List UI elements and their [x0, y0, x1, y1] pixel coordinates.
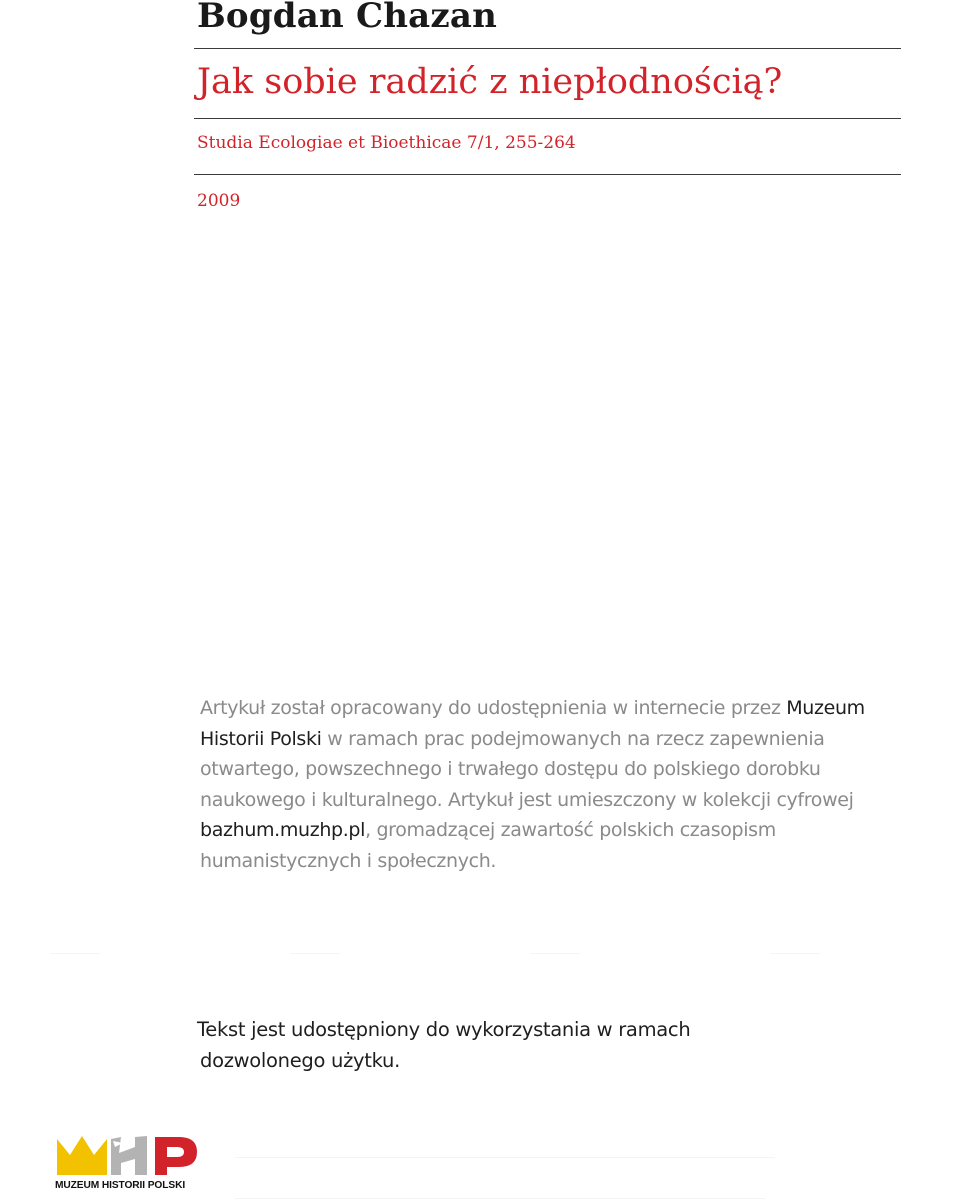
journal-citation: Studia Ecologiae et Bioethicae 7/1, 255-264 — [197, 133, 576, 153]
museum-logo-text: MUZEUM HISTORII POLSKI — [55, 1180, 186, 1191]
author-name: Bogdan Chazan — [197, 0, 498, 36]
scan-artifact — [290, 953, 340, 954]
institution-name: Muzeum Historii Polski — [200, 697, 865, 750]
license-line-1: Tekst jest udostępniony do wykorzystania w ramach — [197, 1018, 691, 1041]
divider-citation — [194, 174, 901, 175]
scan-artifact — [530, 953, 580, 954]
article-title: Jak sobie radzić z niepłodnością? — [197, 62, 783, 102]
divider-title — [194, 118, 901, 119]
notice-text-3: , gromadzącej zawartość polskich czasopism humanistycznych i społecznych. — [200, 819, 776, 872]
notice-text-1: Artykuł został opracowany do udostępnienia w internecie przez — [200, 697, 787, 719]
logo-yellow-crown-icon — [57, 1136, 107, 1175]
collection-link[interactable]: bazhum.muzhp.pl — [200, 819, 366, 841]
museum-logo — [55, 1133, 200, 1197]
museum-logo-mark-icon — [55, 1133, 200, 1181]
scan-artifact — [50, 953, 100, 954]
notice-text-2: w ramach prac podejmowanych na rzecz zapewnienia otwartego, powszechnego i trwałego dostępu do polskiego dorobku naukowego i kulturalnego. Artykuł jest umieszczony w kolekcji cyfrowej — [200, 727, 854, 811]
digitization-notice — [200, 693, 900, 876]
license-line-2: dozwolonego użytku. — [200, 1049, 400, 1072]
publication-year: 2009 — [197, 191, 241, 211]
logo-red-p-icon — [155, 1137, 197, 1175]
scan-artifact — [235, 1157, 775, 1158]
divider-top — [194, 48, 901, 49]
scan-artifact — [235, 1198, 765, 1199]
scan-artifact — [770, 953, 820, 954]
license-notice — [197, 1014, 797, 1076]
